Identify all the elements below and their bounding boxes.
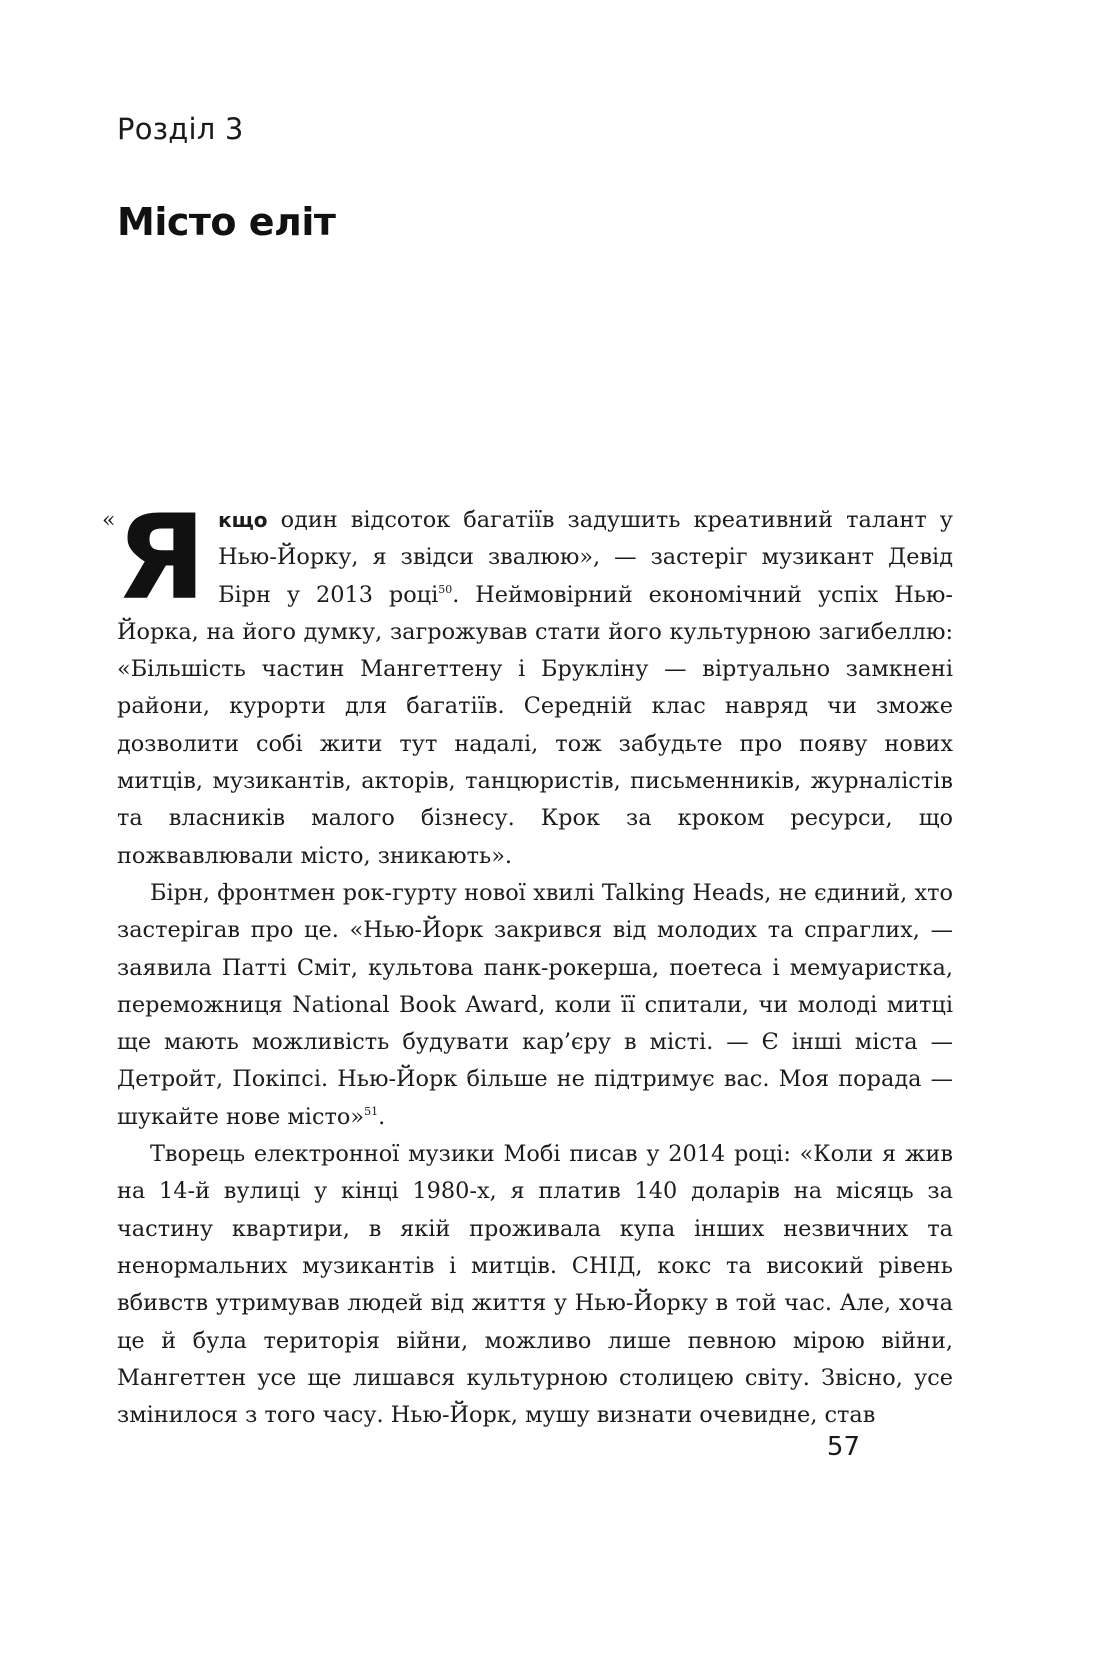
opening-quote-mark: « [102, 508, 116, 533]
paragraph-1-text-a: один відсоток багатіїв задушить креативний талант у Нью-Йорку, я звідси звалюю», — застеріг музикант Девід Бірн у 2013 році [218, 507, 953, 608]
drop-cap: Я [116, 489, 207, 626]
paragraph-1-text-b: . Неймовірний економічний успіх Нью-Йорка, на його думку, загрожував стати його культурною загибеллю: «Більшість частин Мангеттену і Брукліну — віртуально замкнені райони, курорти для багатіїв. Середній клас навряд чи зможе дозволити собі жити тут надалі, тож забудьте про появу нових митців, музикантів, акторів, танцюристів, письменників, журналістів та власників малого бізнесу. Крок за кроком ресурси, що пожвавлювали місто, зникають». [117, 581, 953, 869]
paragraph-1 [102, 489, 953, 875]
page-number: 57 [826, 1432, 860, 1462]
footnote-ref-51: 51 [364, 1104, 379, 1118]
paragraph-2-text-a: Бірн, фронтмен рок-гурту нової хвилі Talking Heads, не єдиний, хто застерігав про це. «Нью-Йорк закрився від молодих та спраглих, — заявила Патті Сміт, культова панк-рокерша, поетеса і мемуаристка, переможниця National Book Award, коли її спитали, чи молоді митці ще мають можливість будувати кар’єру в місті. — Є інші міста — Детройт, Покіпсі. Нью-Йорк більше не підтримує вас. Моя порада — шукайте нове місто» [117, 879, 953, 1130]
paragraph-2 [117, 875, 953, 1136]
paragraph-3: Творець електронної музики Мобі писав у 2014 році: «Коли я жив на 14-й вулиці у кінці 1980-х, я платив 140 доларів на місяць за частину квартири, в якій проживала купа інших незвичних та ненормальних музикантів і митців. СНІД, кокс та високий рівень вбивств утримував людей від життя у Нью-Йорку в той час. Але, хоча це й була територія війни, можливо лише певною мірою війни, Мангеттен усе ще лишався культурною столицею світу. Звісно, усе змінилося з того часу. Нью-Йорк, мушу визнати очевидне, став [117, 1141, 953, 1429]
lead-word: кщо [218, 508, 268, 532]
footnote-ref-50: 50 [438, 582, 453, 596]
chapter-title: Місто еліт [117, 200, 336, 244]
chapter-label: Розділ 3 [117, 112, 244, 146]
paragraph-2-text-b: . [378, 1103, 386, 1130]
body-text [102, 489, 953, 1434]
